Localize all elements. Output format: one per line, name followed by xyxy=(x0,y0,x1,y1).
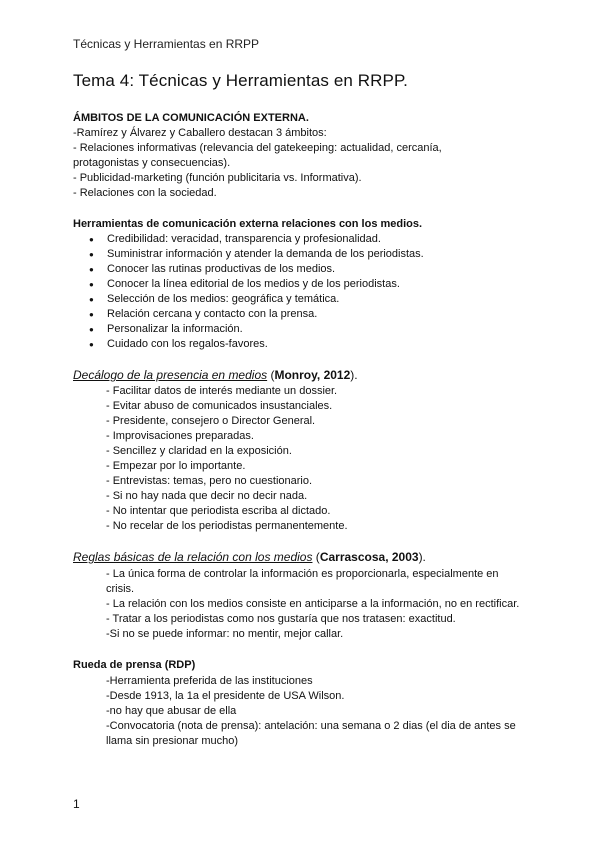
page-title: Tema 4: Técnicas y Herramientas en RRPP. xyxy=(73,71,409,90)
section-ambitos xyxy=(73,111,543,201)
list-item: llama sin presionar mucho) xyxy=(106,735,239,747)
section-heading: Rueda de prensa (RDP) xyxy=(73,659,196,671)
heading-paren-close: ). xyxy=(350,368,358,382)
section-herramientas xyxy=(73,217,543,352)
section-rueda-prensa xyxy=(73,658,543,749)
page-number: 1 xyxy=(73,797,80,811)
list-item: ● Selección de los medios: geográfica y temática. xyxy=(73,292,543,307)
section-heading xyxy=(73,368,543,383)
list-item: -Herramienta preferida de las instituciones xyxy=(106,675,313,687)
list-item: -Si no se puede informar: no mentir, mejor callar. xyxy=(106,628,344,640)
section-decalogo xyxy=(73,368,543,534)
text-line: - Relaciones con la sociedad. xyxy=(73,187,217,199)
list-item: - Entrevistas: temas, pero no cuestionario. xyxy=(106,475,313,487)
section-heading xyxy=(73,550,543,565)
text-line: - Relaciones informativas (relevancia del gatekeeping: actualidad, cercanía, xyxy=(73,142,442,154)
list-item: - No intentar que periodista escriba al dictado. xyxy=(106,505,331,517)
page-header: Técnicas y Herramientas en RRPP xyxy=(73,37,260,51)
list-item: - Presidente, consejero o Director General. xyxy=(106,415,316,427)
bullet-list xyxy=(73,232,543,352)
text-line: - Publicidad-marketing (función publicitaria vs. Informativa). xyxy=(73,172,362,184)
list-item: - Tratar a los periodistas como nos gustaría que nos tratasen: exactitud. xyxy=(106,613,456,625)
list-item: - Sencillez y claridad en la exposición. xyxy=(106,445,292,457)
list-item: ● Personalizar la información. xyxy=(73,322,543,337)
list-item: ● Cuidado con los regalos-favores. xyxy=(73,337,543,352)
list-item: - Si no hay nada que decir no decir nada. xyxy=(106,490,308,502)
list-item: ● Conocer las rutinas productivas de los medios. xyxy=(73,262,543,277)
heading-paren-close: ). xyxy=(418,550,426,564)
rueda-list xyxy=(73,674,543,749)
list-item: - Facilitar datos de interés mediante un dossier. xyxy=(106,385,338,397)
list-item: ● Relación cercana y contacto con la prensa. xyxy=(73,307,543,322)
list-item: -Desde 1913, la 1a el presidente de USA Wilson. xyxy=(106,690,345,702)
list-item: - Evitar abuso de comunicados insustanciales. xyxy=(106,400,333,412)
list-item: ● Conocer la línea editorial de los medios y de los periodistas. xyxy=(73,277,543,292)
heading-paren-open: ( xyxy=(312,550,320,564)
section-reglas xyxy=(73,550,543,642)
section-heading-title: Reglas básicas de la relación con los medios xyxy=(73,550,313,564)
heading-reference: Monroy, 2012 xyxy=(274,368,351,382)
section-heading: Herramientas de comunicación externa relaciones con los medios. xyxy=(73,218,423,230)
list-item: - La relación con los medios consiste en anticiparse a la información, no en rectificar. xyxy=(106,598,520,610)
decalogo-list xyxy=(73,384,543,534)
list-item: ● Suministrar información y atender la demanda de los periodistas. xyxy=(73,247,543,262)
heading-paren-open: ( xyxy=(267,368,275,382)
list-item: - Empezar por lo importante. xyxy=(106,460,246,472)
heading-reference: Carrascosa, 2003 xyxy=(319,550,419,564)
list-item: - La única forma de controlar la información es proporcionarla, especialmente en xyxy=(106,568,499,580)
text-line: protagonistas y consecuencias). xyxy=(73,157,231,169)
list-item: -Convocatoria (nota de prensa): antelación: una semana o 2 dias (el dia de antes se xyxy=(106,720,516,732)
list-item: - Improvisaciones preparadas. xyxy=(106,430,254,442)
reglas-list xyxy=(73,567,543,642)
section-heading-title: Decálogo de la presencia en medios xyxy=(73,368,268,382)
section-heading: ÁMBITOS DE LA COMUNICACIÓN EXTERNA. xyxy=(73,112,309,124)
list-item: crisis. xyxy=(106,583,135,595)
list-item: - No recelar de los periodistas permanentemente. xyxy=(106,520,348,532)
text-line: -Ramírez y Álvarez y Caballero destacan 3 ámbitos: xyxy=(73,127,327,139)
list-item: -no hay que abusar de ella xyxy=(106,705,237,717)
list-item: ● Credibilidad: veracidad, transparencia y profesionalidad. xyxy=(73,232,543,247)
